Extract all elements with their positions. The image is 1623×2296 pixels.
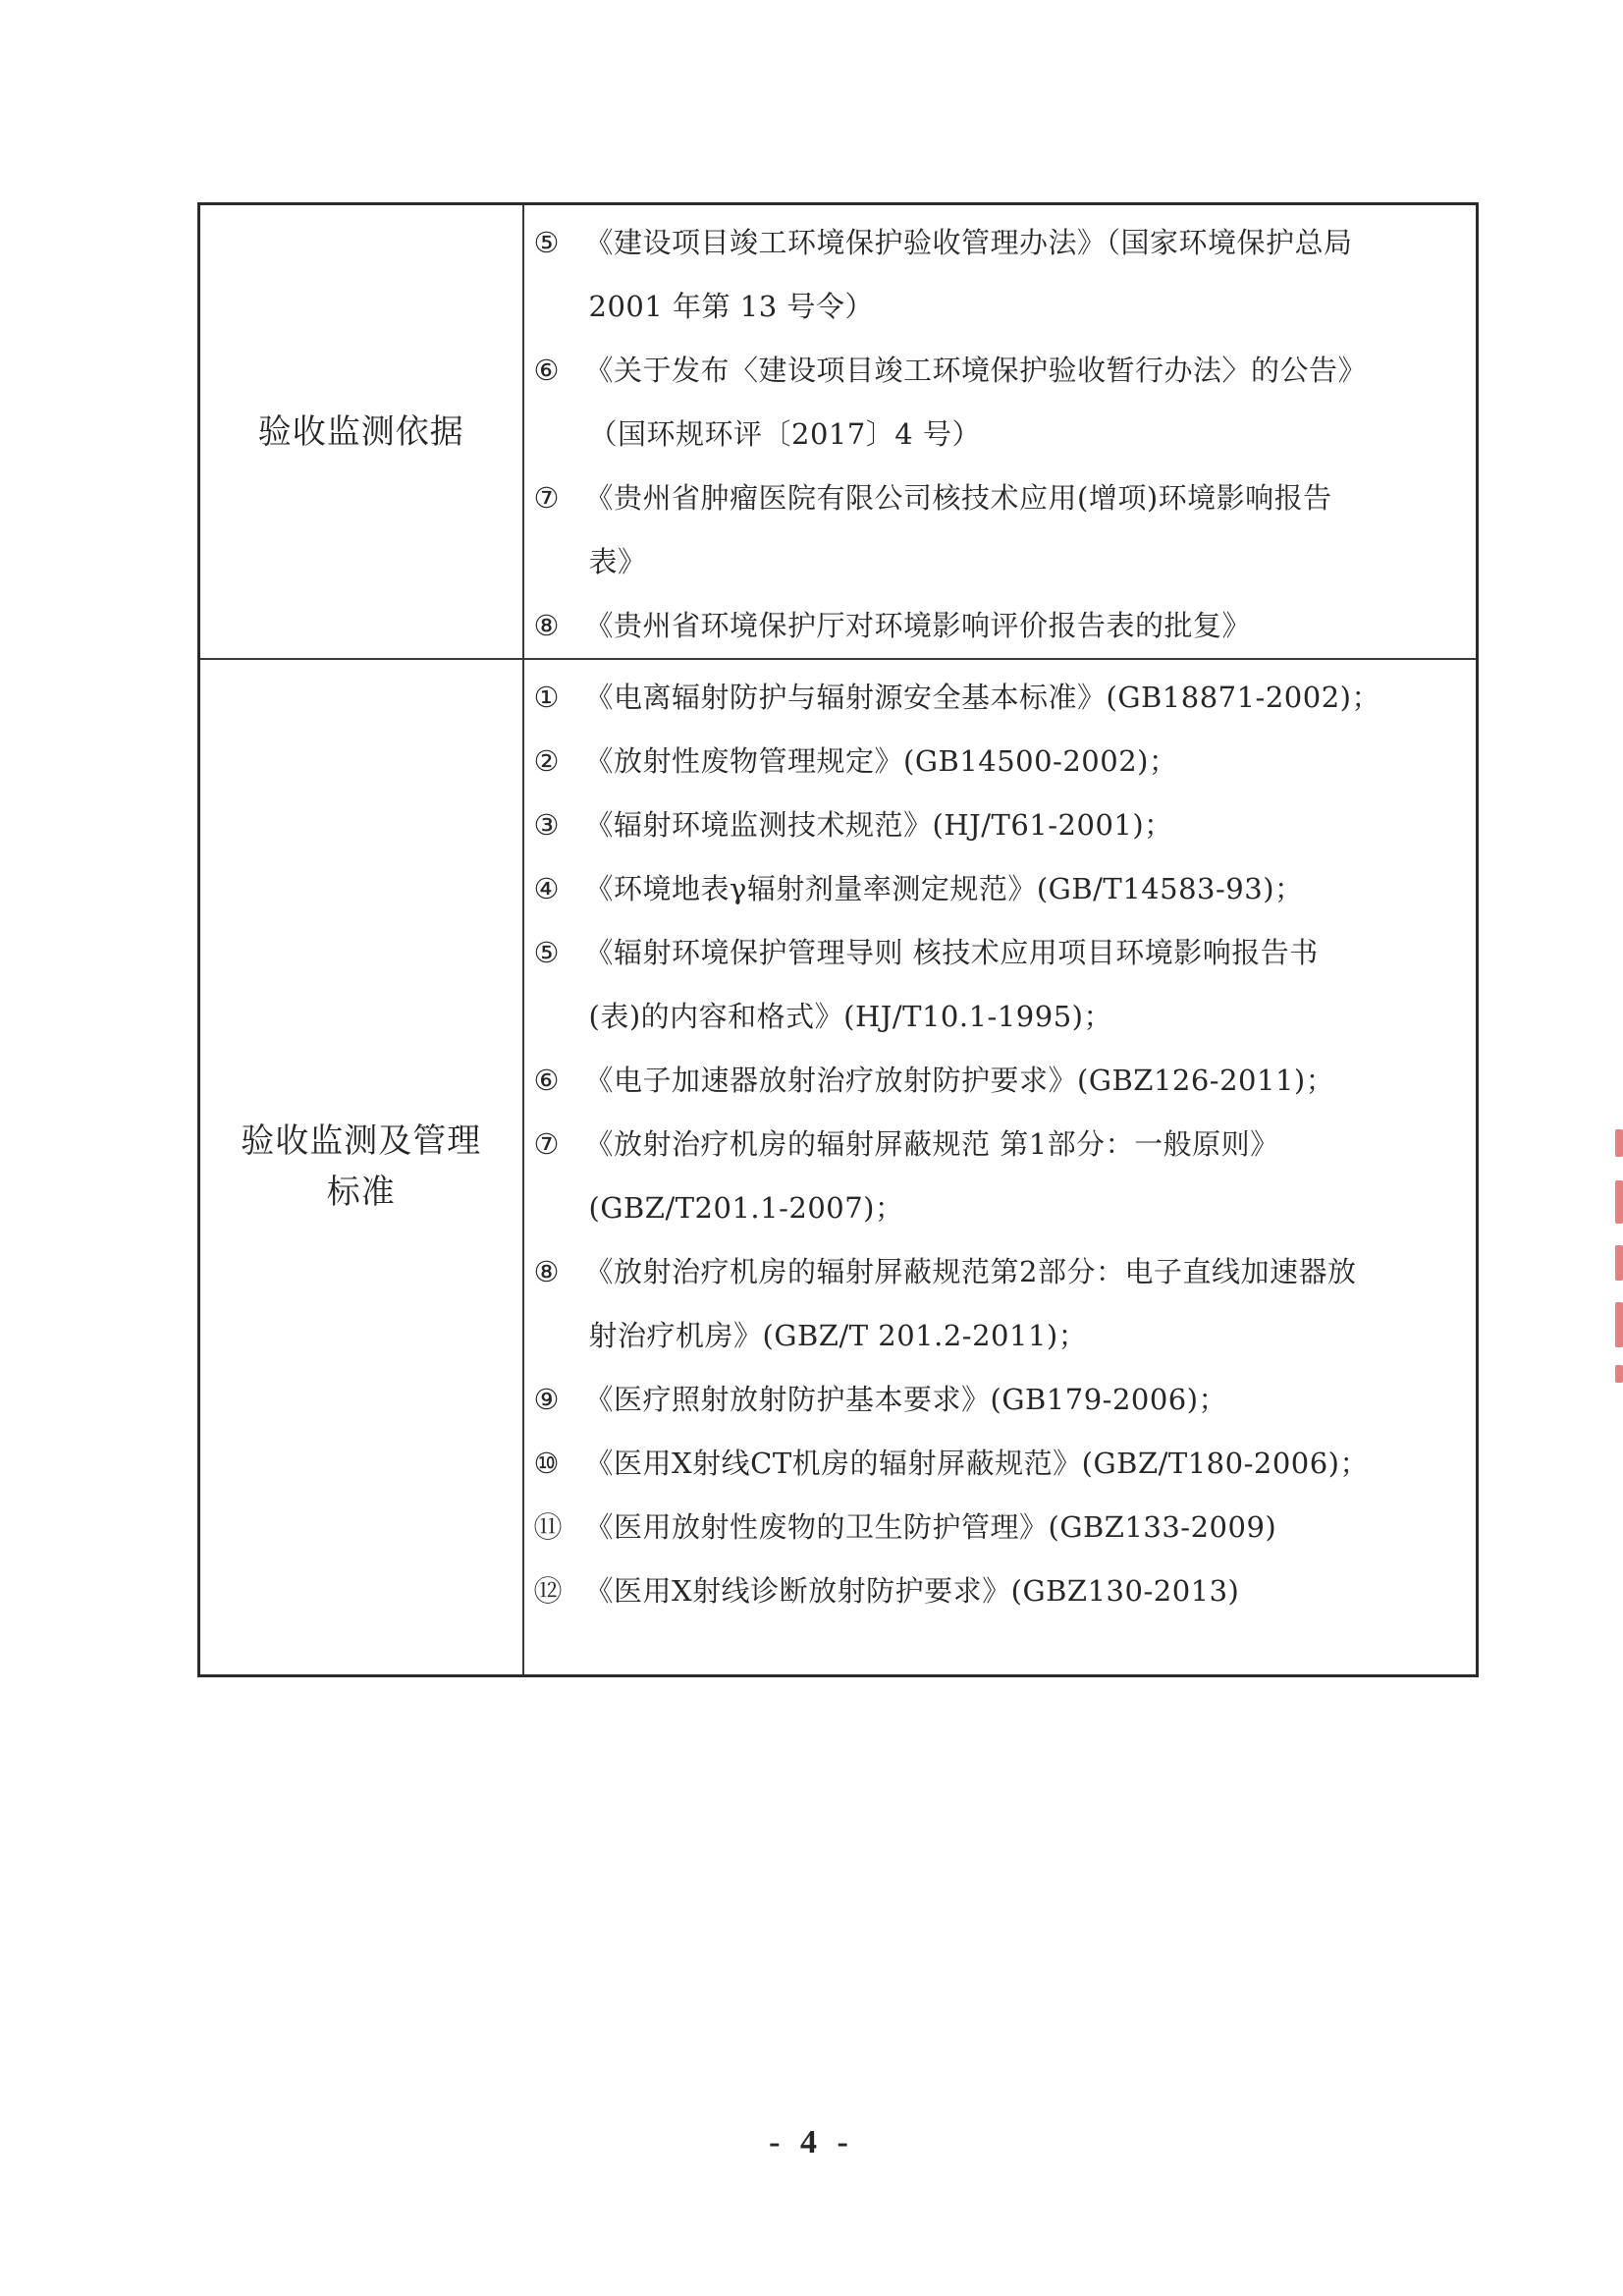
list-item xyxy=(534,1113,1463,1240)
item-number: ② xyxy=(533,744,560,778)
list-item xyxy=(534,339,1463,466)
item-number: ⑫ xyxy=(533,1574,564,1608)
table-row xyxy=(199,204,1478,660)
item-text: 《贵州省环境保护厅对环境影响评价报告表的批复》 xyxy=(584,609,1252,642)
item-number: ④ xyxy=(533,872,560,905)
item-text-continued: (表)的内容和格式》(HJ/T10.1-1995)； xyxy=(588,1000,1112,1033)
item-number: ⑪ xyxy=(533,1510,564,1544)
list-item xyxy=(534,594,1463,658)
list-item xyxy=(534,666,1463,730)
item-text: 《医疗照射放射防护基本要求》(GB179-2006)； xyxy=(584,1383,1228,1416)
item-text: 《放射性废物管理规定》(GB14500-2002)； xyxy=(584,744,1178,778)
item-number: ⑤ xyxy=(533,936,560,969)
item-text: 《贵州省肿瘤医院有限公司核技术应用(增项)环境影响报告 xyxy=(584,481,1332,515)
item-text: 《建设项目竣工环境保护验收管理办法》（国家环境保护总局 xyxy=(584,226,1353,259)
row-label-cell xyxy=(199,659,523,1675)
item-text: 《环境地表γ辐射剂量率测定规范》(GB/T14583-93)； xyxy=(584,872,1304,905)
list-item xyxy=(534,1240,1463,1368)
page-number: - 4 - xyxy=(769,2124,854,2160)
item-number: ⑦ xyxy=(533,1127,560,1161)
item-number: ⑦ xyxy=(533,481,560,515)
item-text: 《放射治疗机房的辐射屏蔽规范 第1部分：一般原则》 xyxy=(584,1127,1279,1161)
list-item xyxy=(534,857,1463,921)
item-text: 《放射治疗机房的辐射屏蔽规范第2部分：电子直线加速器放 xyxy=(584,1255,1357,1288)
list-item xyxy=(534,1559,1463,1623)
item-text-continued: 射治疗机房》(GBZ/T 201.2-2011)； xyxy=(588,1319,1088,1352)
item-text-continued: （国环规环评〔2017〕4 号） xyxy=(588,417,981,451)
list-item xyxy=(534,921,1463,1049)
list-item xyxy=(534,1496,1463,1559)
row-label: 验收监测及管理 xyxy=(241,1121,482,1162)
list-item xyxy=(534,211,1463,339)
item-text-continued: 2001 年第 13 号令） xyxy=(588,290,874,323)
seal-stamp-edge xyxy=(1613,1129,1623,1385)
item-text: 《医用X射线CT机房的辐射屏蔽规范》(GBZ/T180-2006)； xyxy=(584,1447,1369,1480)
item-text-continued: (GBZ/T201.1-2007)； xyxy=(588,1191,904,1225)
item-text: 《电离辐射防护与辐射源安全基本标准》(GB18871-2002)； xyxy=(584,681,1380,714)
item-number: ⑥ xyxy=(533,354,560,387)
list-item xyxy=(534,466,1463,594)
item-text: 《辐射环境监测技术规范》(HJ/T61-2001)； xyxy=(584,808,1173,842)
list-item xyxy=(534,730,1463,793)
item-text: 《医用X射线诊断放射防护要求》(GBZ130-2013) xyxy=(584,1574,1240,1608)
list-item xyxy=(534,1432,1463,1496)
item-number: ⑥ xyxy=(533,1064,560,1097)
item-text: 《电子加速器放射治疗放射防护要求》(GBZ126-2011)； xyxy=(584,1064,1335,1097)
item-text: 《辐射环境保护管理导则 核技术应用项目环境影响报告书 xyxy=(584,936,1319,969)
item-number: ⑩ xyxy=(533,1447,560,1480)
row-label: 验收监测依据 xyxy=(257,411,464,452)
row-items-cell xyxy=(523,204,1478,660)
item-text-continued: 表》 xyxy=(588,545,647,578)
list-item xyxy=(534,1049,1463,1113)
row-label-cell xyxy=(199,204,523,660)
row-label-continued: 标准 xyxy=(326,1173,396,1213)
item-text: 《关于发布〈建设项目竣工环境保护验收暂行办法〉的公告》 xyxy=(584,354,1368,387)
item-number: ⑧ xyxy=(533,609,560,642)
table-row xyxy=(199,659,1478,1675)
list-item xyxy=(534,1368,1463,1432)
item-number: ⑧ xyxy=(533,1255,560,1288)
item-number: ③ xyxy=(533,808,560,842)
item-number: ⑤ xyxy=(533,226,560,259)
item-text: 《医用放射性废物的卫生防护管理》(GBZ133-2009) xyxy=(584,1510,1277,1544)
row-items-cell xyxy=(523,659,1478,1675)
standards-table xyxy=(197,202,1479,1677)
list-item xyxy=(534,793,1463,857)
item-number: ⑨ xyxy=(533,1383,560,1416)
item-number: ① xyxy=(533,681,560,714)
